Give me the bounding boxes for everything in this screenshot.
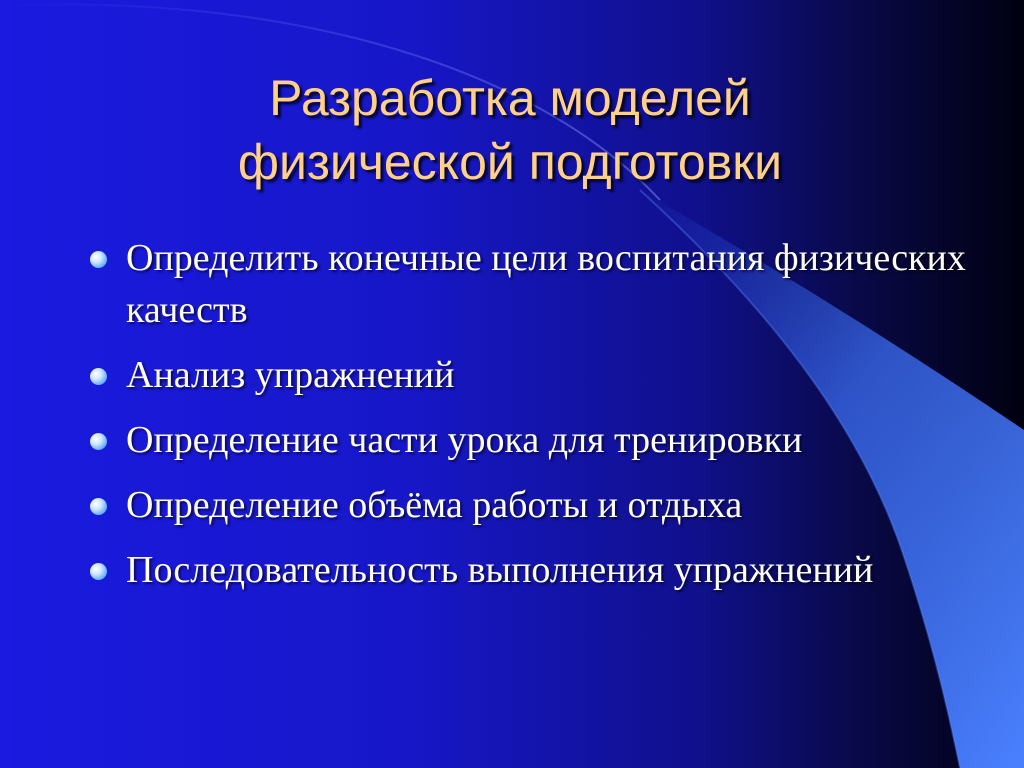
- bullet-text: Последовательность выполнения упражнений: [126, 549, 874, 591]
- bullet-dot-icon: [90, 563, 107, 580]
- bullet-item: [88, 479, 968, 531]
- bullet-list: [88, 232, 968, 609]
- bullet-item: [88, 414, 968, 466]
- bullet-dot-icon: [90, 433, 107, 450]
- bullet-dot-icon: [90, 368, 107, 385]
- bullet-text: Анализ упражнений: [126, 354, 455, 396]
- bullet-text: Определить конечные цели воспитания физических качеств: [126, 237, 966, 331]
- bullet-dot-icon: [90, 498, 107, 515]
- slide-title: Разработка моделей физической подготовки: [237, 70, 783, 190]
- bullet-item: [88, 544, 968, 596]
- bullet-item: [88, 232, 968, 336]
- bullet-dot-icon: [90, 251, 107, 268]
- bullet-text: Определение объёма работы и отдыха: [126, 484, 743, 526]
- bullet-item: [88, 349, 968, 401]
- bullet-text: Определение части урока для тренировки: [126, 419, 803, 461]
